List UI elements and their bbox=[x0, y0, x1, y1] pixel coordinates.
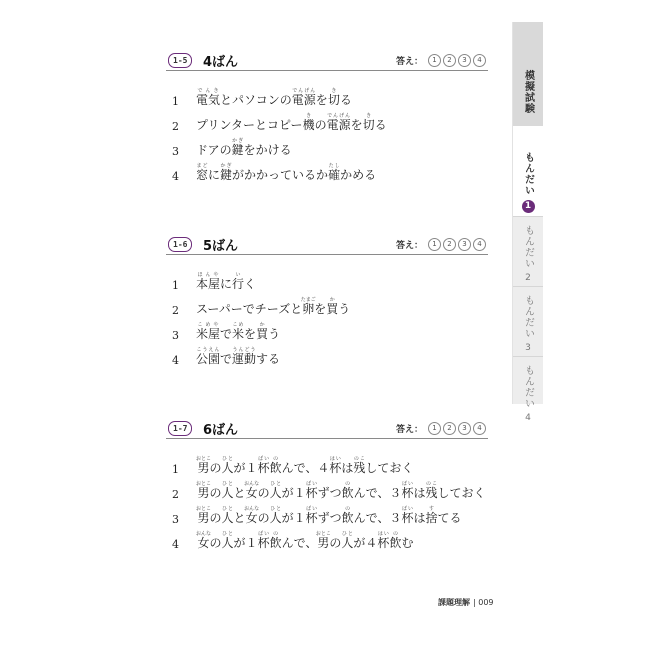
text-segment: る bbox=[374, 118, 387, 132]
page-footer bbox=[438, 597, 494, 608]
kanji-with-furigana bbox=[341, 506, 354, 525]
choice-text bbox=[196, 88, 352, 108]
kanji-text: 杯 bbox=[401, 486, 414, 500]
furigana: か bbox=[326, 297, 339, 303]
answer-label: 答え： bbox=[395, 241, 423, 251]
kanji-with-furigana bbox=[196, 481, 212, 500]
furigana: す bbox=[425, 506, 438, 512]
choice-item bbox=[166, 317, 488, 342]
furigana: おんな bbox=[244, 506, 260, 512]
kanji-with-furigana bbox=[269, 456, 282, 475]
kanji-text: 買 bbox=[256, 327, 269, 341]
section-title: 6ばん bbox=[203, 423, 239, 438]
answer-option-circle[interactable]: 1 bbox=[428, 422, 441, 435]
text-segment: が１ bbox=[233, 461, 258, 475]
kanji-with-furigana bbox=[377, 531, 390, 550]
text-segment: う bbox=[268, 327, 281, 341]
text-segment: かめる bbox=[340, 168, 377, 182]
text-segment: が１ bbox=[233, 536, 258, 550]
furigana: ぱい bbox=[257, 456, 270, 462]
choice-number: 2 bbox=[172, 120, 179, 133]
text-segment: ずつ bbox=[317, 511, 342, 525]
kanji-text: 運動 bbox=[232, 352, 257, 366]
answer-option-circle[interactable]: 1 bbox=[428, 54, 441, 67]
kanji-text: 男 bbox=[196, 511, 212, 525]
answer-option-circle[interactable]: 3 bbox=[458, 238, 471, 251]
side-tab-label: もんだい bbox=[522, 225, 534, 269]
choice-text bbox=[196, 506, 462, 526]
text-segment: に bbox=[220, 277, 233, 291]
kanji-with-furigana bbox=[425, 481, 438, 500]
text-segment: がかかっているか bbox=[232, 168, 329, 182]
text-segment: る bbox=[339, 93, 352, 107]
choice-text bbox=[196, 481, 486, 501]
kanji-with-furigana bbox=[269, 506, 282, 525]
text-segment: く bbox=[244, 277, 257, 291]
furigana: うんどう bbox=[232, 347, 257, 353]
section-header bbox=[166, 50, 488, 71]
furigana: ひと bbox=[221, 481, 234, 487]
choice-list bbox=[166, 451, 488, 551]
kanji-with-furigana bbox=[221, 531, 234, 550]
furigana: おとこ bbox=[196, 506, 212, 512]
text-segment: と bbox=[233, 486, 246, 500]
kanji-text: 飲 bbox=[341, 486, 354, 500]
kanji-text: 人 bbox=[221, 486, 234, 500]
choice-list bbox=[166, 267, 488, 367]
text-segment: の bbox=[209, 486, 222, 500]
kanji-with-furigana bbox=[244, 506, 260, 525]
kanji-text: 残 bbox=[353, 461, 366, 475]
text-segment: は bbox=[413, 511, 426, 525]
kanji-with-furigana bbox=[353, 456, 366, 475]
side-tab-strip bbox=[512, 22, 543, 423]
text-segment: んで、 bbox=[281, 536, 318, 550]
kanji-with-furigana bbox=[196, 347, 221, 366]
side-tab-title-label: 模擬試験 bbox=[522, 70, 534, 114]
furigana: ばい bbox=[401, 506, 414, 512]
text-segment: ドアの bbox=[196, 143, 232, 157]
text-segment: を bbox=[244, 327, 257, 341]
answer-option-circle[interactable]: 2 bbox=[443, 238, 456, 251]
text-segment: をかける bbox=[243, 143, 292, 157]
text-segment: の bbox=[209, 536, 222, 550]
kanji-text: 飲 bbox=[269, 461, 282, 475]
text-segment: の bbox=[329, 536, 342, 550]
kanji-text: 女 bbox=[196, 536, 212, 550]
kanji-text: 窓 bbox=[196, 168, 209, 182]
furigana: ひと bbox=[221, 506, 234, 512]
text-segment: の bbox=[314, 118, 327, 132]
kanji-with-furigana bbox=[232, 322, 245, 341]
kanji-with-furigana bbox=[305, 506, 318, 525]
kanji-text: 鍵 bbox=[220, 168, 233, 182]
kanji-text: 杯 bbox=[257, 461, 270, 475]
furigana: き bbox=[327, 88, 340, 94]
kanji-text: 男 bbox=[315, 536, 331, 550]
text-segment: の bbox=[209, 461, 222, 475]
choice-number: 1 bbox=[172, 95, 179, 108]
kanji-text: 女 bbox=[244, 511, 260, 525]
choice-number: 1 bbox=[172, 463, 179, 476]
choice-item bbox=[166, 501, 488, 526]
kanji-with-furigana bbox=[401, 481, 414, 500]
text-segment: は bbox=[413, 486, 426, 500]
section-title: 5ばん bbox=[203, 239, 239, 254]
kanji-text: 切 bbox=[362, 118, 375, 132]
furigana: ぱい bbox=[305, 506, 318, 512]
text-segment: に bbox=[208, 168, 221, 182]
text-segment: む bbox=[401, 536, 414, 550]
kanji-text: 男 bbox=[196, 486, 212, 500]
text-segment: の bbox=[209, 511, 222, 525]
kanji-text: 飲 bbox=[389, 536, 402, 550]
furigana: はい bbox=[377, 531, 390, 537]
kanji-text: 女 bbox=[244, 486, 260, 500]
text-segment: んで、４ bbox=[281, 461, 330, 475]
text-segment: と bbox=[233, 511, 246, 525]
kanji-with-furigana bbox=[326, 113, 351, 132]
kanji-with-furigana bbox=[315, 531, 331, 550]
choice-number: 4 bbox=[172, 170, 179, 183]
furigana: い bbox=[232, 272, 245, 278]
side-tab-number-badge: 1 bbox=[522, 200, 535, 213]
choice-text bbox=[196, 163, 376, 183]
kanji-with-furigana bbox=[244, 481, 260, 500]
answer-choices bbox=[396, 422, 486, 435]
kanji-with-furigana bbox=[269, 481, 282, 500]
kanji-with-furigana bbox=[328, 163, 341, 182]
choice-item bbox=[166, 267, 488, 292]
question-section-5 bbox=[166, 234, 488, 367]
kanji-with-furigana bbox=[221, 506, 234, 525]
kanji-text: 杯 bbox=[329, 461, 342, 475]
kanji-text: 卵 bbox=[300, 302, 316, 316]
text-segment: の bbox=[257, 511, 270, 525]
kanji-text: 杯 bbox=[377, 536, 390, 550]
furigana: か bbox=[256, 322, 269, 328]
furigana: のこ bbox=[425, 481, 438, 487]
kanji-text: 捨 bbox=[425, 511, 438, 525]
kanji-text: 本屋 bbox=[196, 277, 221, 291]
kanji-text: 人 bbox=[341, 536, 354, 550]
furigana: まど bbox=[196, 163, 209, 169]
kanji-text: 人 bbox=[269, 486, 282, 500]
choice-number: 2 bbox=[172, 304, 179, 317]
text-segment: は bbox=[341, 461, 354, 475]
kanji-text: 行 bbox=[232, 277, 245, 291]
kanji-with-furigana bbox=[196, 456, 212, 475]
choice-text bbox=[196, 138, 292, 158]
choice-item bbox=[166, 451, 488, 476]
kanji-with-furigana bbox=[305, 481, 318, 500]
question-section-4 bbox=[166, 50, 488, 183]
kanji-with-furigana bbox=[326, 297, 339, 316]
choice-number: 3 bbox=[172, 513, 179, 526]
side-tab-mondai-3[interactable] bbox=[513, 286, 543, 356]
answer-option-circle[interactable]: 2 bbox=[443, 422, 456, 435]
furigana: ひと bbox=[269, 481, 282, 487]
choice-item bbox=[166, 133, 488, 158]
kanji-text: 杯 bbox=[305, 511, 318, 525]
kanji-text: 電源 bbox=[326, 118, 351, 132]
furigana: かぎ bbox=[220, 163, 233, 169]
text-segment: プリンターとコピー bbox=[196, 118, 303, 132]
kanji-text: 買 bbox=[326, 302, 339, 316]
kanji-text: 人 bbox=[221, 461, 234, 475]
text-segment: の bbox=[257, 486, 270, 500]
furigana: ばい bbox=[401, 481, 414, 487]
kanji-text: 鍵 bbox=[231, 143, 244, 157]
kanji-with-furigana bbox=[401, 506, 414, 525]
kanji-with-furigana bbox=[389, 531, 402, 550]
kanji-text: 人 bbox=[269, 511, 282, 525]
choice-item bbox=[166, 476, 488, 501]
furigana: き bbox=[302, 113, 315, 119]
kanji-text: 電気 bbox=[196, 93, 221, 107]
furigana: でんき bbox=[196, 88, 221, 94]
choice-text bbox=[196, 322, 280, 342]
choice-text bbox=[196, 531, 413, 551]
furigana: ぱい bbox=[305, 481, 318, 487]
text-segment: スーパーでチーズと bbox=[196, 302, 303, 316]
furigana: おんな bbox=[196, 531, 212, 537]
text-segment: で bbox=[220, 327, 233, 341]
kanji-with-furigana bbox=[196, 322, 221, 341]
audio-track-badge: 1-5 bbox=[168, 53, 192, 68]
kanji-with-furigana bbox=[341, 531, 354, 550]
choice-number: 2 bbox=[172, 488, 179, 501]
kanji-text: 公園 bbox=[196, 352, 221, 366]
text-segment: ずつ bbox=[317, 486, 342, 500]
side-tab-label: もんだい bbox=[522, 295, 534, 339]
page-number: | 009 bbox=[473, 598, 494, 607]
answer-choices bbox=[396, 238, 486, 251]
kanji-with-furigana bbox=[232, 347, 257, 366]
text-segment: う bbox=[338, 302, 351, 316]
answer-option-circle[interactable]: 3 bbox=[458, 54, 471, 67]
choice-text bbox=[196, 113, 387, 133]
side-tab-number: 3 bbox=[525, 343, 531, 353]
text-segment: しておく bbox=[365, 461, 414, 475]
furigana: の bbox=[341, 481, 354, 487]
choice-item bbox=[166, 292, 488, 317]
answer-option-circle[interactable]: 2 bbox=[443, 54, 456, 67]
kanji-with-furigana bbox=[291, 88, 316, 107]
kanji-text: 杯 bbox=[257, 536, 270, 550]
kanji-text: 残 bbox=[425, 486, 438, 500]
question-section-6 bbox=[166, 418, 488, 551]
furigana: おんな bbox=[244, 481, 260, 487]
answer-option-circle[interactable]: 4 bbox=[473, 238, 486, 251]
text-segment: が４ bbox=[353, 536, 378, 550]
answer-option-circle[interactable]: 3 bbox=[458, 422, 471, 435]
kanji-with-furigana bbox=[257, 531, 270, 550]
choice-text bbox=[196, 456, 413, 476]
kanji-with-furigana bbox=[196, 88, 221, 107]
kanji-with-furigana bbox=[257, 456, 270, 475]
furigana: たし bbox=[328, 163, 341, 169]
furigana: き bbox=[362, 113, 375, 119]
text-segment: が１ bbox=[281, 486, 306, 500]
kanji-with-furigana bbox=[196, 163, 209, 182]
furigana: のこ bbox=[353, 456, 366, 462]
kanji-with-furigana bbox=[327, 88, 340, 107]
text-segment: で bbox=[220, 352, 233, 366]
side-tab-mondai-4[interactable] bbox=[513, 356, 543, 426]
answer-choices bbox=[396, 54, 486, 67]
text-segment: する bbox=[256, 352, 281, 366]
kanji-with-furigana bbox=[269, 531, 282, 550]
furigana: ひと bbox=[221, 456, 234, 462]
text-segment: を bbox=[315, 93, 328, 107]
kanji-text: 米 bbox=[232, 327, 245, 341]
kanji-text: 飲 bbox=[341, 511, 354, 525]
furigana: たまご bbox=[300, 297, 316, 303]
answer-option-circle[interactable]: 1 bbox=[428, 238, 441, 251]
kanji-with-furigana bbox=[196, 272, 221, 291]
kanji-text: 飲 bbox=[269, 536, 282, 550]
kanji-text: 確 bbox=[328, 168, 341, 182]
kanji-text: 杯 bbox=[401, 511, 414, 525]
furigana: こめ bbox=[232, 322, 245, 328]
choice-text bbox=[196, 272, 256, 292]
kanji-with-furigana bbox=[341, 481, 354, 500]
furigana: ぱい bbox=[257, 531, 270, 537]
kanji-text: 米屋 bbox=[196, 327, 221, 341]
kanji-with-furigana bbox=[329, 456, 342, 475]
answer-option-circle[interactable]: 4 bbox=[473, 422, 486, 435]
kanji-text: 男 bbox=[196, 461, 212, 475]
choice-list bbox=[166, 83, 488, 183]
kanji-text: 切 bbox=[327, 93, 340, 107]
side-tab-mondai-2[interactable] bbox=[513, 216, 543, 286]
kanji-text: 杯 bbox=[305, 486, 318, 500]
kanji-with-furigana bbox=[220, 163, 233, 182]
furigana: かぎ bbox=[231, 138, 244, 144]
text-segment: しておく bbox=[437, 486, 486, 500]
furigana: の bbox=[269, 531, 282, 537]
side-tab-title bbox=[513, 22, 543, 126]
text-segment: とパソコンの bbox=[220, 93, 292, 107]
furigana: こうえん bbox=[196, 347, 221, 353]
kanji-text: 機 bbox=[302, 118, 315, 132]
text-segment: が１ bbox=[281, 511, 306, 525]
side-tab-mondai-1[interactable] bbox=[513, 126, 543, 216]
kanji-with-furigana bbox=[362, 113, 375, 132]
furigana: ひと bbox=[341, 531, 354, 537]
furigana: おとこ bbox=[315, 531, 331, 537]
furigana: おとこ bbox=[196, 456, 212, 462]
kanji-with-furigana bbox=[221, 456, 234, 475]
audio-track-badge: 1-7 bbox=[168, 421, 192, 436]
section-header bbox=[166, 234, 488, 255]
page-number-value: 009 bbox=[478, 598, 494, 607]
furigana: こめや bbox=[196, 322, 221, 328]
kanji-with-furigana bbox=[302, 113, 315, 132]
choice-number: 4 bbox=[172, 538, 179, 551]
text-segment: んで、３ bbox=[353, 486, 402, 500]
side-tab-number: 4 bbox=[525, 413, 531, 423]
kanji-text: 人 bbox=[221, 536, 234, 550]
footer-label: 課題理解 bbox=[438, 598, 470, 607]
choice-item bbox=[166, 83, 488, 108]
kanji-with-furigana bbox=[425, 506, 438, 525]
kanji-with-furigana bbox=[300, 297, 316, 316]
kanji-text: 人 bbox=[221, 511, 234, 525]
furigana: でんげん bbox=[291, 88, 316, 94]
furigana: でんげん bbox=[326, 113, 351, 119]
kanji-with-furigana bbox=[231, 138, 244, 157]
choice-item bbox=[166, 158, 488, 183]
choice-item bbox=[166, 108, 488, 133]
choice-number: 4 bbox=[172, 354, 179, 367]
furigana: ひと bbox=[269, 506, 282, 512]
furigana: の bbox=[341, 506, 354, 512]
furigana: の bbox=[389, 531, 402, 537]
kanji-with-furigana bbox=[196, 506, 212, 525]
side-tab-label: もんだい bbox=[522, 152, 534, 196]
furigana: ひと bbox=[221, 531, 234, 537]
choice-item bbox=[166, 342, 488, 367]
text-segment: てる bbox=[437, 511, 462, 525]
choice-number: 3 bbox=[172, 329, 179, 342]
furigana: ほんや bbox=[196, 272, 221, 278]
kanji-with-furigana bbox=[256, 322, 269, 341]
choice-number: 3 bbox=[172, 145, 179, 158]
furigana: の bbox=[269, 456, 282, 462]
text-segment: を bbox=[314, 302, 327, 316]
choice-number: 1 bbox=[172, 279, 179, 292]
choice-text bbox=[196, 347, 280, 367]
answer-option-circle[interactable]: 4 bbox=[473, 54, 486, 67]
side-tab-number: 2 bbox=[525, 273, 531, 283]
audio-track-badge: 1-6 bbox=[168, 237, 192, 252]
kanji-text: 電源 bbox=[291, 93, 316, 107]
choice-text bbox=[196, 297, 350, 317]
kanji-with-furigana bbox=[196, 531, 212, 550]
furigana: はい bbox=[329, 456, 342, 462]
furigana: おとこ bbox=[196, 481, 212, 487]
section-title: 4ばん bbox=[203, 55, 239, 70]
answer-label: 答え： bbox=[395, 57, 423, 67]
text-segment: んで、３ bbox=[353, 511, 402, 525]
side-tab-label: もんだい bbox=[522, 365, 534, 409]
answer-label: 答え： bbox=[395, 425, 423, 435]
text-segment: を bbox=[350, 118, 363, 132]
kanji-with-furigana bbox=[221, 481, 234, 500]
kanji-with-furigana bbox=[232, 272, 245, 291]
choice-item bbox=[166, 526, 488, 551]
section-header bbox=[166, 418, 488, 439]
